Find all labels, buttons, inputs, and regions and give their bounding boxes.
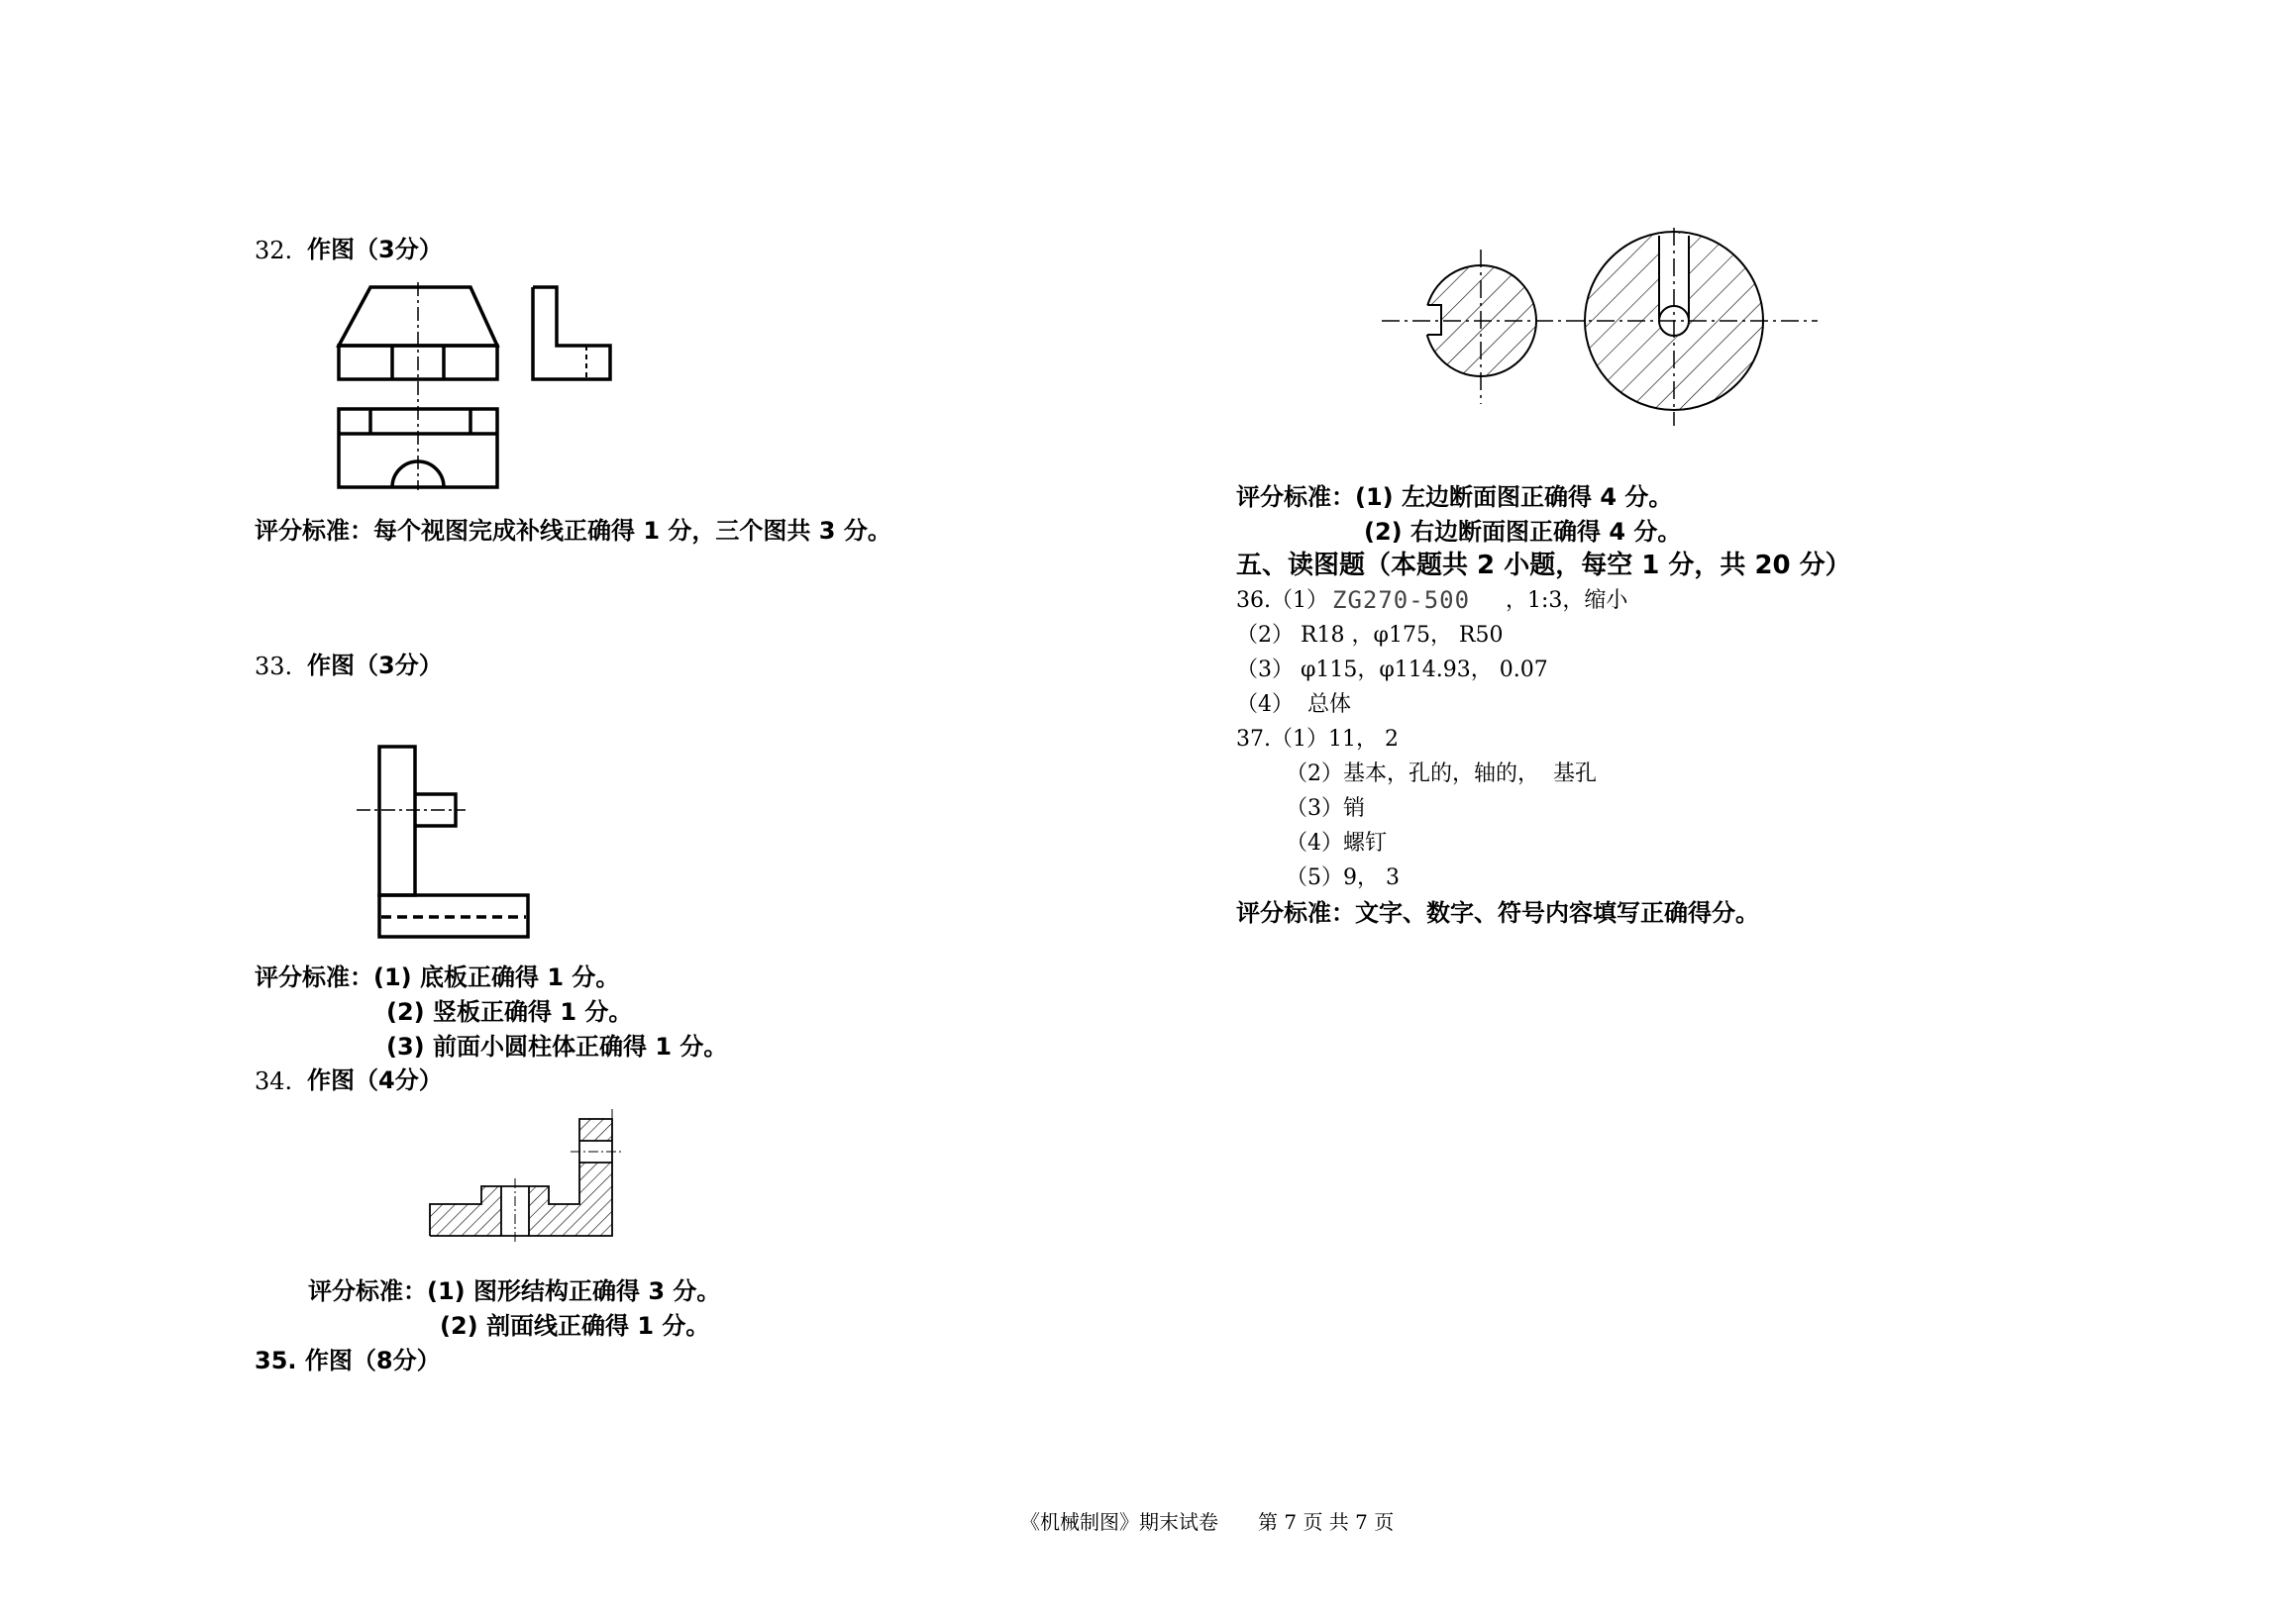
q33-drawing <box>357 743 535 941</box>
q34-criteria-2: (2) 剖面线正确得 1 分。 <box>440 1312 710 1340</box>
q36-line3: （3） φ115，φ114.93， 0.07 <box>1236 658 1548 682</box>
q36-line2: （2） R18 ，φ175， R50 <box>1236 623 1504 648</box>
q32-criteria: 评分标准：每个视图完成补线正确得 1 分，三个图共 3 分。 <box>255 517 891 545</box>
q32-number: 32. <box>255 237 293 264</box>
q33-criteria-2: (2) 竖板正确得 1 分。 <box>386 998 633 1026</box>
q33-number: 33. <box>255 653 293 680</box>
q37-line5: （5）9， 3 <box>1286 865 1400 890</box>
q36-material: ZG270-500 <box>1332 586 1471 614</box>
q34-title: 作图（4分） <box>307 1066 443 1094</box>
q35-criteria-2: (2) 右边断面图正确得 4 分。 <box>1364 518 1682 546</box>
q32-title: 作图（3分） <box>307 236 443 263</box>
final-criteria: 评分标准：文字、数字、符号内容填写正确得分。 <box>1236 899 1759 927</box>
q37-line3: （3）销 <box>1286 796 1365 821</box>
q37-line1: 37.（1）11， 2 <box>1236 727 1399 752</box>
q33-criteria-1: 评分标准：(1) 底板正确得 1 分。 <box>255 963 620 991</box>
q33-title: 作图（3分） <box>307 652 443 679</box>
q36-line4: （4） 总体 <box>1236 692 1351 717</box>
q34-number: 34. <box>255 1067 293 1095</box>
q35-title: 35. 作图（8分） <box>255 1347 441 1374</box>
q37-line4: （4）螺钉 <box>1286 831 1387 856</box>
q35-criteria-1: 评分标准：(1) 左边断面图正确得 4 分。 <box>1236 483 1673 511</box>
footer-page-number: 第 7 页 共 7 页 <box>1258 1510 1395 1534</box>
q33-criteria-3: (3) 前面小圆柱体正确得 1 分。 <box>386 1033 728 1061</box>
q34-drawing <box>426 1107 634 1246</box>
section5-heading: 五、读图题（本题共 2 小题，每空 1 分，共 20 分） <box>1236 551 1851 580</box>
q36-line1-prefix: 36.（1） <box>1236 588 1328 613</box>
q34-criteria-1: 评分标准：(1) 图形结构正确得 3 分。 <box>308 1277 721 1305</box>
q36-line1-suffix: ，1:3，缩小 <box>1506 588 1628 613</box>
footer-course: 《机械制图》期末试卷 <box>1020 1510 1218 1534</box>
q32-drawing <box>337 282 624 490</box>
q35-section-drawing <box>1382 228 1818 436</box>
q37-line2: （2）基本，孔的，轴的， 基孔 <box>1286 761 1597 786</box>
